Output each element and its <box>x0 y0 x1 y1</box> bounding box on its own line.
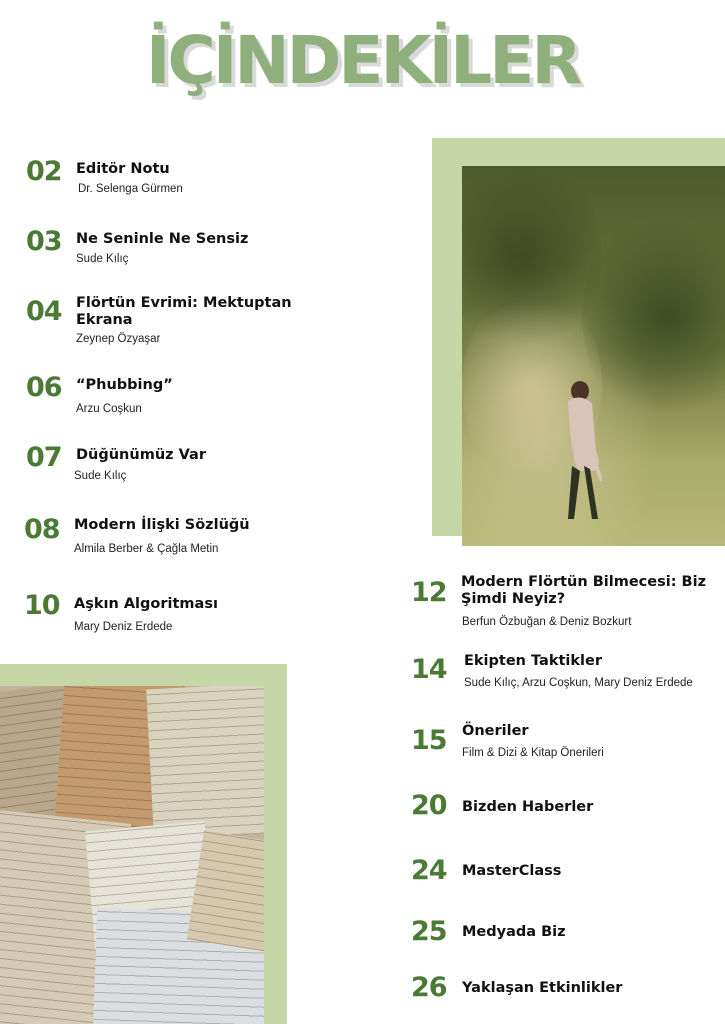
page-number: 15 <box>411 725 447 756</box>
entry-title[interactable]: MasterClass <box>462 863 562 879</box>
entry-title[interactable]: Yaklaşan Etkinlikler <box>462 980 623 996</box>
entry-author: Berfun Özbuğan & Deniz Bozkurt <box>462 616 632 628</box>
entry-title[interactable]: Aşkın Algoritması <box>74 596 218 612</box>
couple-figure <box>558 371 602 521</box>
entry-author: Zeynep Özyaşar <box>76 333 161 345</box>
page-number: 04 <box>26 296 62 327</box>
page-number: 06 <box>26 372 62 403</box>
page-number: 10 <box>24 590 60 621</box>
page-number: 14 <box>411 654 447 685</box>
entry-author: Arzu Coşkun <box>76 403 142 415</box>
page-number: 02 <box>26 156 62 187</box>
entry-author: Dr. Selenga Gürmen <box>78 183 183 195</box>
page-number: 07 <box>26 442 62 473</box>
entry-title[interactable]: Bizden Haberler <box>462 799 594 815</box>
entry-title[interactable]: Modern İlişki Sözlüğü <box>74 517 250 533</box>
page-number: 24 <box>411 855 447 886</box>
page-number: 20 <box>411 790 447 821</box>
couple-meadow-photo <box>462 166 725 546</box>
entry-title[interactable]: Düğünümüz Var <box>76 447 206 463</box>
entry-title[interactable]: Ekipten Taktikler <box>464 653 602 669</box>
page-number: 26 <box>411 972 447 1003</box>
entry-title[interactable]: Flörtün Evrimi: Mektuptan Ekrana <box>76 295 292 328</box>
page-number: 12 <box>411 577 447 608</box>
entry-title[interactable]: Editör Notu <box>76 161 170 177</box>
page-number: 08 <box>24 514 60 545</box>
page-number: 03 <box>26 226 62 257</box>
entry-author: Sude Kılıç, Arzu Coşkun, Mary Deniz Erdede <box>464 677 693 689</box>
entry-author: Sude Kılıç <box>76 253 129 265</box>
entry-author: Film & Dizi & Kitap Önerileri <box>462 747 604 759</box>
entry-title[interactable]: Ne Seninle Ne Sensiz <box>76 231 249 247</box>
entry-title[interactable]: Öneriler <box>462 723 529 739</box>
entry-title[interactable]: Medyada Biz <box>462 924 566 940</box>
entry-author: Sude Kılıç <box>74 470 127 482</box>
page-title: İÇİNDEKİLER <box>145 22 580 99</box>
page-number: 25 <box>411 916 447 947</box>
entry-author: Almila Berber & Çağla Metin <box>74 543 219 555</box>
entry-author: Mary Deniz Erdede <box>74 621 173 633</box>
entry-title[interactable]: “Phubbing” <box>76 377 173 393</box>
entry-title[interactable]: Modern Flörtün Bilmecesi: Biz Şimdi Neyiz? <box>461 574 707 607</box>
handwritten-letters-photo <box>0 686 264 1024</box>
